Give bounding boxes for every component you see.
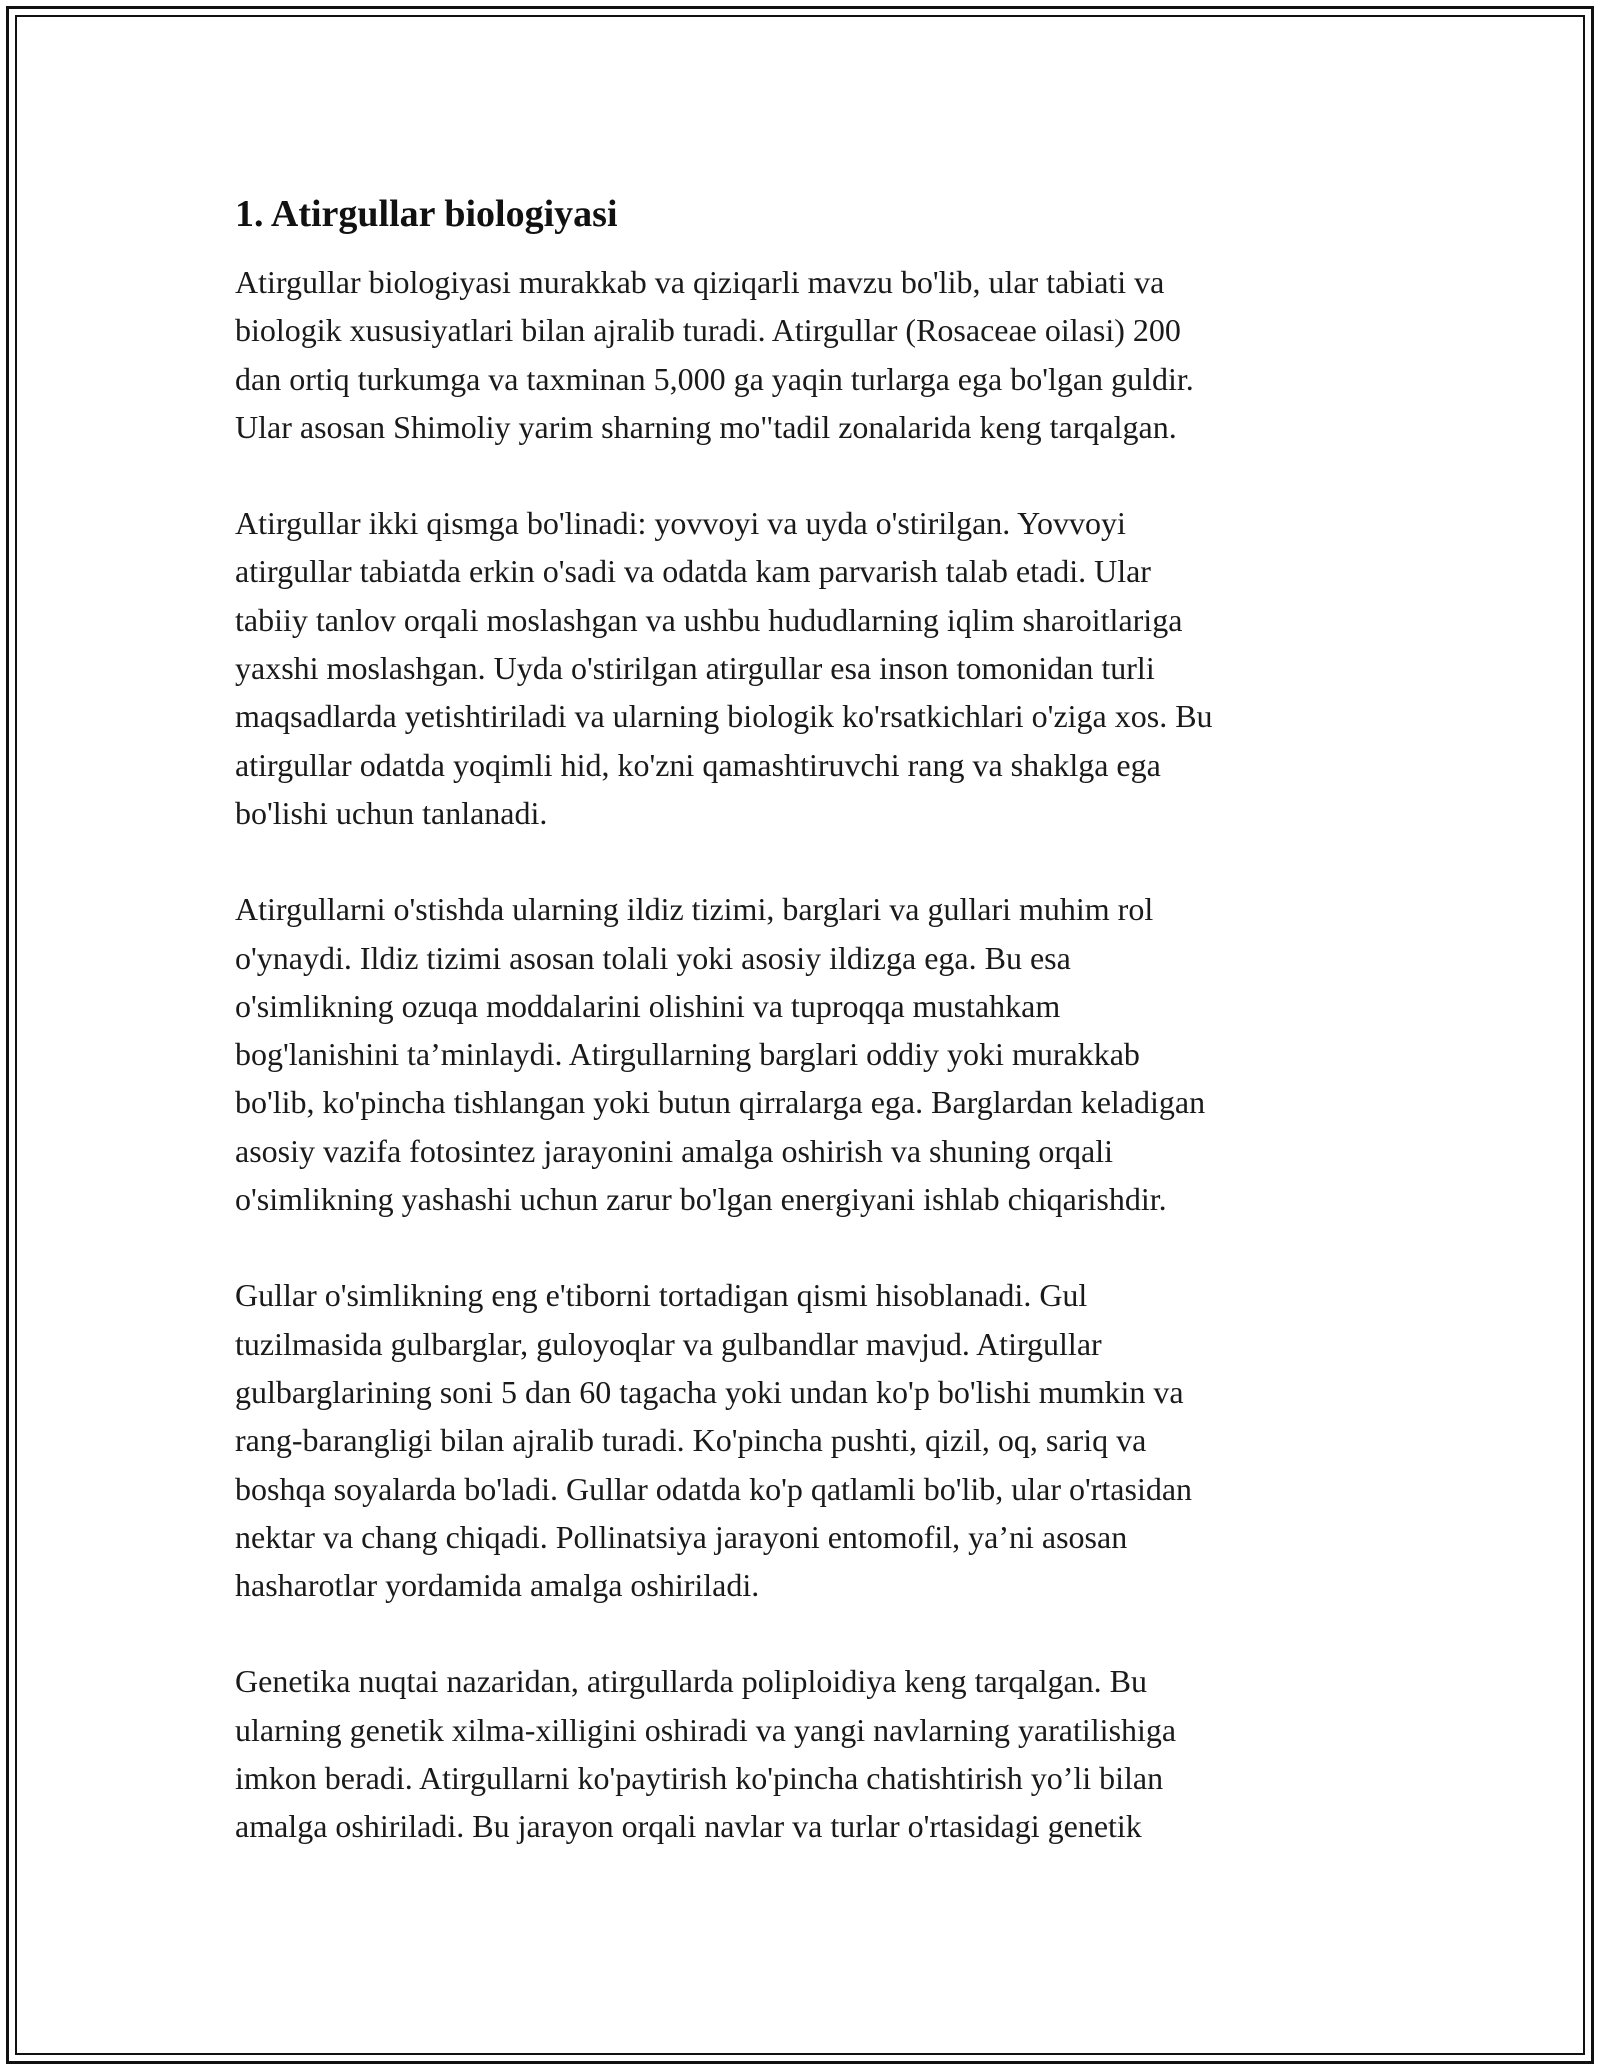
text-line: hasharotlar yordamida amalga oshiriladi. [235,1567,760,1604]
section-heading: 1. Atirgullar biologiyasi [235,193,618,235]
text-line: Atirgullarni o'stishda ularning ildiz tizimi, barglari va gullari muhim rol [235,891,1154,928]
text-line: nektar va chang chiqadi. Pollinatsiya jarayoni entomofil, ya’ni asosan [235,1518,1128,1555]
text-line: bo'lib, ko'pincha tishlangan yoki butun qirralarga ega. Barglardan keladigan [235,1084,1206,1121]
text-line: Gullar o'simlikning eng e'tiborni tortadigan qismi hisoblanadi. Gul [235,1277,1088,1314]
text-line: tuzilmasida gulbarglar, guloyoqlar va gulbandlar mavjud. Atirgullar [235,1325,1102,1362]
text-line: o'ynaydi. Ildiz tizimi asosan tolali yoki asosiy ildizga ega. Bu esa [235,939,1071,976]
text-line: yaxshi moslashgan. Uyda o'stirilgan atirgullar esa inson tomonidan turli [235,650,1155,687]
text-line: Ular asosan Shimoliy yarim sharning mo"tadil zonalarida keng tarqalgan. [235,408,1177,445]
text-line: boshqa soyalarda bo'ladi. Gullar odatda ko'p qatlamli bo'lib, ular o'rtasidan [235,1470,1193,1507]
paragraph [235,499,1375,837]
paragraph [235,1271,1375,1609]
text-line: atirgullar odatda yoqimli hid, ko'zni qamashtiruvchi rang va shaklga ega [235,746,1161,783]
text-line: Atirgullar ikki qismga bo'linadi: yovvoyi va uyda o'stirilgan. Yovvoyi [235,505,1126,542]
text-line: o'simlikning ozuqa moddalarini olishini va tuproqqa mustahkam [235,987,1061,1024]
text-line: gulbarglarining soni 5 dan 60 tagacha yoki undan ko'p bo'lishi mumkin va [235,1373,1184,1410]
text-line: bo'lishi uchun tanlanadi. [235,794,548,831]
text-line: amalga oshiriladi. Bu jarayon orqali navlar va turlar o'rtasidagi genetik [235,1808,1142,1845]
text-line: Atirgullar biologiyasi murakkab va qiziqarli mavzu bo'lib, ular tabiati va [235,264,1165,300]
text-line: ularning genetik xilma-xilligini oshiradi va yangi navlarning yaratilishiga [235,1711,1177,1748]
text-line: bog'lanishini ta’minlaydi. Atirgullarning barglari oddiy yoki murakkab [235,1036,1140,1073]
paragraph [235,1657,1375,1850]
text-line: imkon beradi. Atirgullarni ko'paytirish ko'pincha chatishtirish yo’li bilan [235,1760,1164,1797]
paragraph [235,885,1375,1223]
text-line: o'simlikning yashashi uchun zarur bo'lgan energiyani ishlab chiqarishdir. [235,1181,1167,1218]
text-line: Genetika nuqtai nazaridan, atirgullarda poliploidiya keng tarqalgan. Bu [235,1663,1147,1700]
text-line: maqsadlarda yetishtiriladi va ularning biologik ko'rsatkichlari o'ziga xos. Bu [235,698,1213,735]
text-line: dan ortiq turkumga va taxminan 5,000 ga yaqin turlarga ega bo'lgan guldir. [235,360,1194,397]
paragraph [235,258,1375,451]
document-body [235,190,1375,1899]
text-line: asosiy vazifa fotosintez jarayonini amalga oshirish va shuning orqali [235,1132,1113,1169]
text-line: biologik xususiyatlari bilan ajralib turadi. Atirgullar (Rosaceae oilasi) 200 [235,312,1181,349]
text-line: tabiiy tanlov orqali moslashgan va ushbu hududlarning iqlim sharoitlariga [235,601,1183,638]
text-line: rang-barangligi bilan ajralib turadi. Ko'pincha pushti, qizil, oq, sariq va [235,1422,1147,1459]
text-line: atirgullar tabiatda erkin o'sadi va odatda kam parvarish talab etadi. Ular [235,553,1151,590]
